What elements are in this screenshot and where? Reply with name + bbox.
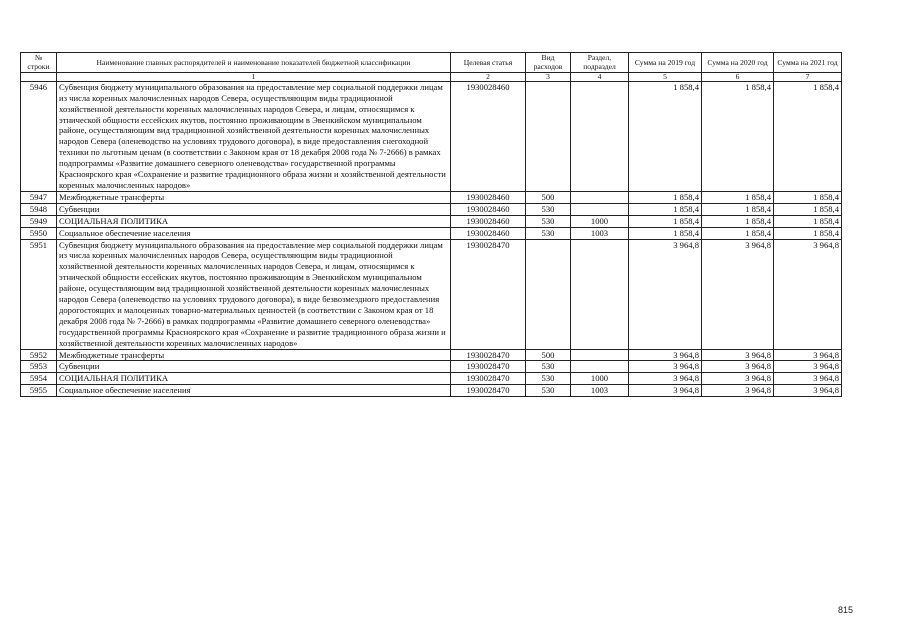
- row-number-cell: 5954: [21, 373, 57, 385]
- expense-type-cell: [526, 81, 571, 191]
- sum-2019-cell: 3 964,8: [629, 349, 702, 361]
- column-number: 2: [451, 72, 526, 81]
- section-cell: [571, 81, 629, 191]
- sum-2021-cell: 3 964,8: [774, 361, 842, 373]
- header-sum-2019: Сумма на 2019 год: [629, 53, 702, 73]
- header-type: Вид расходов: [526, 53, 571, 73]
- column-number: 5: [629, 72, 702, 81]
- column-number: 7: [774, 72, 842, 81]
- expense-type-cell: 500: [526, 349, 571, 361]
- row-number-cell: 5952: [21, 349, 57, 361]
- expense-type-cell: 530: [526, 361, 571, 373]
- header-sum-2020: Сумма на 2020 год: [702, 53, 774, 73]
- header-row-num: № строки: [21, 53, 57, 73]
- sum-2020-cell: 1 858,4: [702, 203, 774, 215]
- column-number: [21, 72, 57, 81]
- sum-2019-cell: 1 858,4: [629, 191, 702, 203]
- column-number: 6: [702, 72, 774, 81]
- row-number-cell: 5955: [21, 385, 57, 397]
- row-number-cell: 5953: [21, 361, 57, 373]
- header-target: Целевая статья: [451, 53, 526, 73]
- expense-type-cell: [526, 239, 571, 349]
- name-cell: СОЦИАЛЬНАЯ ПОЛИТИКА: [57, 215, 451, 227]
- header-row: [21, 53, 842, 73]
- table-row: [21, 239, 842, 349]
- target-article-cell: 1930028460: [451, 215, 526, 227]
- sum-2020-cell: 1 858,4: [702, 191, 774, 203]
- sum-2021-cell: 1 858,4: [774, 227, 842, 239]
- sum-2021-cell: 1 858,4: [774, 81, 842, 191]
- section-cell: [571, 239, 629, 349]
- sum-2019-cell: 1 858,4: [629, 227, 702, 239]
- section-cell: [571, 191, 629, 203]
- expense-type-cell: 500: [526, 191, 571, 203]
- sum-2021-cell: 3 964,8: [774, 349, 842, 361]
- sum-2021-cell: 3 964,8: [774, 385, 842, 397]
- section-cell: 1000: [571, 215, 629, 227]
- expense-type-cell: 530: [526, 215, 571, 227]
- target-article-cell: 1930028470: [451, 373, 526, 385]
- target-article-cell: 1930028460: [451, 81, 526, 191]
- sum-2019-cell: 3 964,8: [629, 385, 702, 397]
- target-article-cell: 1930028470: [451, 385, 526, 397]
- table-row: [21, 191, 842, 203]
- expense-type-cell: 530: [526, 203, 571, 215]
- budget-table: [20, 52, 842, 397]
- table-row: [21, 215, 842, 227]
- name-cell: Социальное обеспечение населения: [57, 385, 451, 397]
- column-number: 3: [526, 72, 571, 81]
- header-name: Наименование главных распорядителей и наименование показателей бюджетной классификации: [57, 53, 451, 73]
- name-cell: Субвенция бюджету муниципального образования на предоставление мер социальной поддержки лицам из числа коренных малочисленных народов Севера, осуществляющим виды традиционной хозяйственной деятельности коренных малочисленных народов Севера, и лицам, относящимся к этнической общности ессейских якутов, постоянно проживающим в Эвенкийском муниципальном районе, осуществляющим вид традиционной хозяйственной деятельности коренных малочисленных народов Севера (оленеводство на условиях трудового договора), в виде безвозмездного предоставления дорогостоящих и малоценных товарно-материальных ценностей (в соответствии с Законом края от 18 декабря 2008 года № 7-2666) в рамках подпрограммы «Развитие домашнего северного оленеводства» государственной программы Красноярского края «Сохранение и развитие традиционного образа жизни и хозяйственной деятельности коренных малочисленных народов»: [57, 239, 451, 349]
- name-cell: Субвенции: [57, 361, 451, 373]
- sum-2021-cell: 1 858,4: [774, 191, 842, 203]
- target-article-cell: 1930028460: [451, 203, 526, 215]
- section-cell: 1003: [571, 385, 629, 397]
- name-cell: Межбюджетные трансферты: [57, 191, 451, 203]
- sum-2020-cell: 3 964,8: [702, 239, 774, 349]
- row-number-cell: 5947: [21, 191, 57, 203]
- name-cell: Межбюджетные трансферты: [57, 349, 451, 361]
- sum-2020-cell: 3 964,8: [702, 361, 774, 373]
- column-number: 4: [571, 72, 629, 81]
- expense-type-cell: 530: [526, 385, 571, 397]
- table-row: [21, 385, 842, 397]
- header-section: Раздел, подраздел: [571, 53, 629, 73]
- row-number-cell: 5946: [21, 81, 57, 191]
- name-cell: Субвенции: [57, 203, 451, 215]
- sum-2020-cell: 3 964,8: [702, 349, 774, 361]
- row-number-cell: 5949: [21, 215, 57, 227]
- table-row: [21, 203, 842, 215]
- sum-2020-cell: 1 858,4: [702, 227, 774, 239]
- name-cell: Субвенция бюджету муниципального образования на предоставление мер социальной поддержки лицам из числа коренных малочисленных народов Севера, осуществляющим виды традиционной хозяйственной деятельности коренных малочисленных народов Севера, и лицам, относящимся к этнической общности ессейских якутов, постоянно проживающим в Эвенкийском муниципальном районе, осуществляющим вид традиционной хозяйственной деятельности коренных малочисленных народов Севера (оленеводство на условиях трудового договора), в виде предоставления снегоходной техники по льготным ценам (в соответствии с Законом края от 18 декабря 2008 года № 7-2666) в рамках подпрограммы «Развитие домашнего северного оленеводства» государственной программы Красноярского края «Сохранение и развитие традиционного образа жизни и хозяйственной деятельности коренных малочисленных народов»: [57, 81, 451, 191]
- table-row: [21, 227, 842, 239]
- page-number: 815: [837, 605, 853, 615]
- target-article-cell: 1930028470: [451, 361, 526, 373]
- row-number-cell: 5948: [21, 203, 57, 215]
- row-number-cell: 5950: [21, 227, 57, 239]
- sum-2020-cell: 1 858,4: [702, 81, 774, 191]
- sum-2019-cell: 1 858,4: [629, 203, 702, 215]
- section-cell: 1003: [571, 227, 629, 239]
- sum-2019-cell: 1 858,4: [629, 81, 702, 191]
- table-row: [21, 361, 842, 373]
- expense-type-cell: 530: [526, 373, 571, 385]
- name-cell: Социальное обеспечение населения: [57, 227, 451, 239]
- expense-type-cell: 530: [526, 227, 571, 239]
- table-row: [21, 373, 842, 385]
- sum-2019-cell: 3 964,8: [629, 239, 702, 349]
- target-article-cell: 1930028470: [451, 349, 526, 361]
- section-cell: [571, 349, 629, 361]
- table-row: [21, 81, 842, 191]
- sum-2019-cell: 3 964,8: [629, 361, 702, 373]
- sum-2020-cell: 3 964,8: [702, 373, 774, 385]
- column-number-row: [21, 72, 842, 81]
- target-article-cell: 1930028460: [451, 227, 526, 239]
- target-article-cell: 1930028460: [451, 191, 526, 203]
- sum-2021-cell: 3 964,8: [774, 239, 842, 349]
- section-cell: 1000: [571, 373, 629, 385]
- header-sum-2021: Сумма на 2021 год: [774, 53, 842, 73]
- sum-2020-cell: 3 964,8: [702, 385, 774, 397]
- sum-2021-cell: 1 858,4: [774, 203, 842, 215]
- sum-2019-cell: 3 964,8: [629, 373, 702, 385]
- sum-2021-cell: 3 964,8: [774, 373, 842, 385]
- table-row: [21, 349, 842, 361]
- sum-2021-cell: 1 858,4: [774, 215, 842, 227]
- sum-2019-cell: 1 858,4: [629, 215, 702, 227]
- row-number-cell: 5951: [21, 239, 57, 349]
- target-article-cell: 1930028470: [451, 239, 526, 349]
- name-cell: СОЦИАЛЬНАЯ ПОЛИТИКА: [57, 373, 451, 385]
- column-number: 1: [57, 72, 451, 81]
- sum-2020-cell: 1 858,4: [702, 215, 774, 227]
- section-cell: [571, 361, 629, 373]
- section-cell: [571, 203, 629, 215]
